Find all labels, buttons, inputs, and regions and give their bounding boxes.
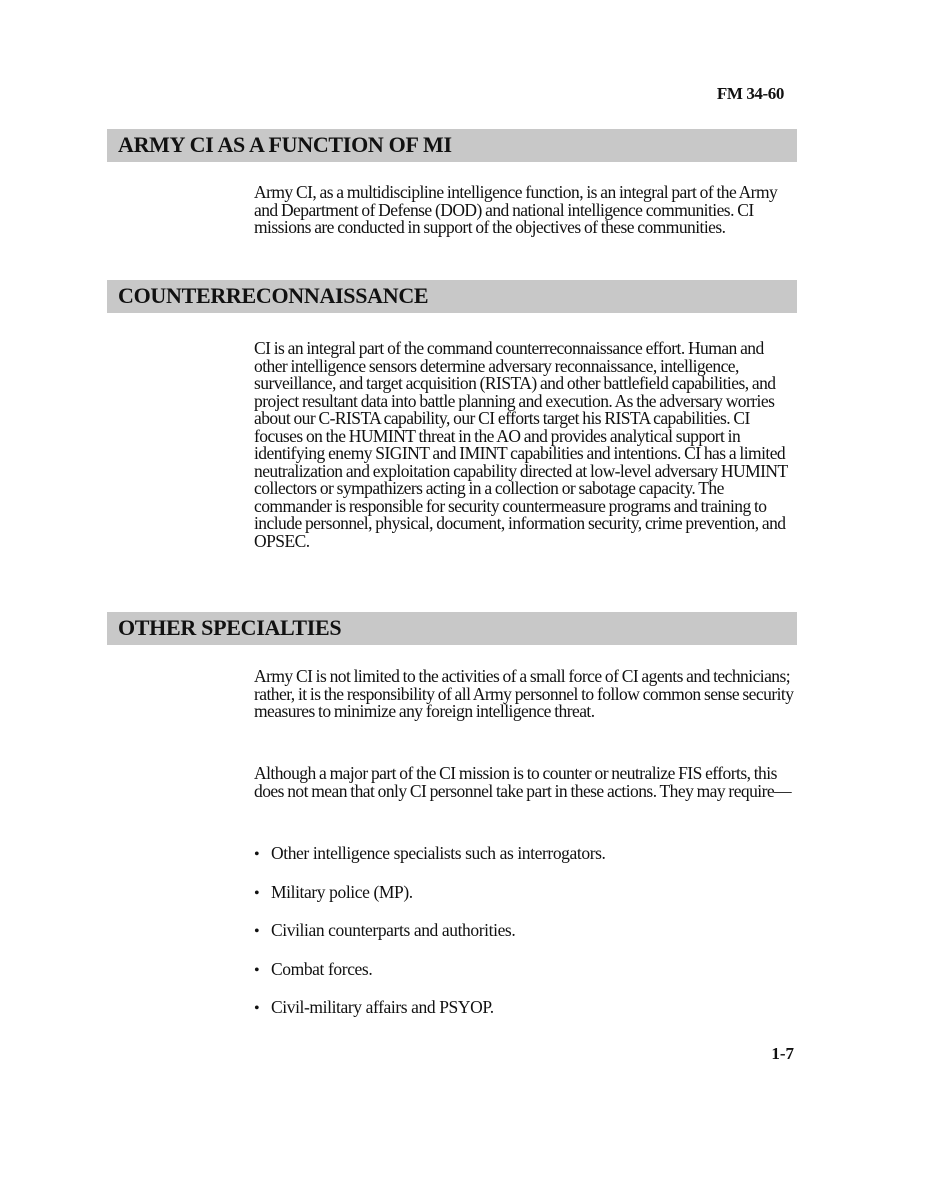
section-heading-bar-army-ci — [107, 129, 797, 162]
section-heading-bar-other-specialties — [107, 612, 797, 645]
bullet-icon: • — [254, 884, 260, 902]
paragraph-other-specialties-1: Army CI is not limited to the activities of a small force of CI agents and technicians; rather, it is the responsibility of all Army personnel to follow common sense security measures to minimize any foreign intelligence threat. — [254, 666, 794, 721]
paragraph-army-ci-function: Army CI, as a multidiscipline intelligence function, is an integral part of the Army and Department of Defense (DOD) and national intelligence communities. CI missions are conducted in support of the objectives of these communities. — [254, 182, 778, 237]
list-item — [254, 843, 794, 882]
section-title-army-ci: ARMY CI AS A FUNCTION OF MI — [118, 132, 452, 157]
paragraph-other-specialties-2: Although a major part of the CI mission is to counter or neutralize FIS efforts, this does not mean that only CI personnel take part in these actions. They may require— — [254, 763, 792, 801]
bullet-icon: • — [254, 1000, 260, 1017]
list-item — [254, 882, 794, 921]
paragraph-counterreconnaissance: CI is an integral part of the command counterreconnaissance effort. Human and other intelligence sensors determine adversary reconnaissance, intelligence, surveillance, and target acquisition (RISTA) and other battlefield capabilities, and project resultant data into battle planning and execution. As the adversary worries about our C-RISTA capability, our CI efforts target his RISTA capabilities. CI focuses on the HUMINT threat in the AO and provides analytical support in identifying enemy SIGINT and IMINT capabilities and intentions. CI has a limited neutralization and exploitation capability directed at low-level adversary HUMINT collectors or sympathizers acting in a collection or sabotage capacity. The commander is responsible for security countermeasure programs and training to include personnel, physical, document, information security, crime prevention, and OPSEC. — [254, 338, 788, 551]
section-title-counterreconnaissance: COUNTERRECONNAISSANCE — [118, 283, 429, 308]
page-number: 1-7 — [771, 1044, 794, 1063]
section-title-other-specialties: OTHER SPECIALTIES — [118, 615, 342, 640]
bullet-icon: • — [254, 846, 260, 863]
section-heading-bar-counterreconnaissance — [107, 280, 797, 313]
list-item — [254, 920, 794, 959]
list-item-text: Civilian counterparts and authorities. — [271, 920, 516, 940]
list-item — [254, 997, 794, 1036]
list-item — [254, 959, 794, 998]
required-personnel-list — [254, 843, 794, 1036]
manual-code: FM 34-60 — [716, 84, 784, 103]
bullet-icon: • — [254, 923, 260, 940]
list-item-text: Civil-military affairs and PSYOP. — [271, 997, 494, 1017]
list-item-text: Other intelligence specialists such as interrogators. — [271, 843, 606, 863]
list-item-text: Military police (MP). — [271, 881, 413, 902]
bullet-icon: • — [254, 961, 260, 979]
list-item-text: Combat forces. — [271, 958, 373, 979]
